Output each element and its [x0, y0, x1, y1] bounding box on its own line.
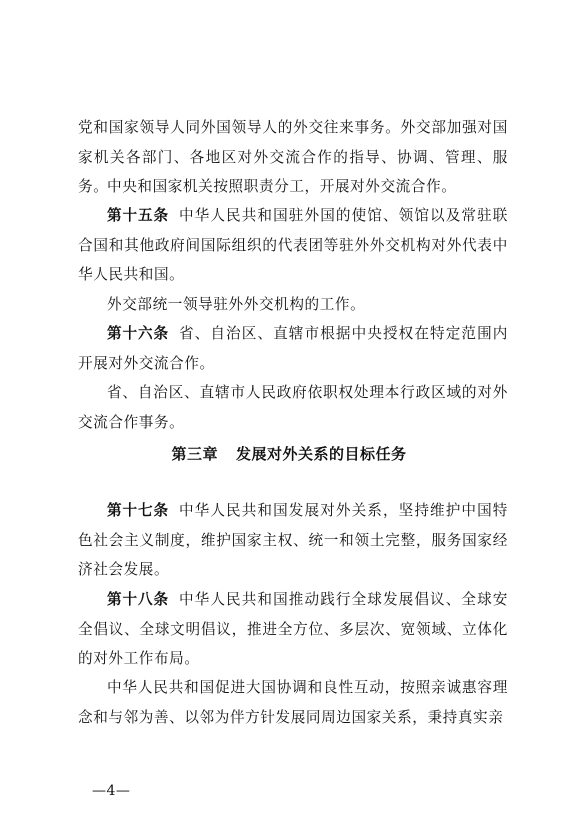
chapter-number: 第三章 [171, 445, 218, 463]
article-18 [78, 585, 508, 674]
article-17 [78, 496, 508, 585]
paragraph-text: 中华人民共和国促进大国协调和良性互动，按照亲诚惠容理念和与邻为善、以邻为伴方针发展同周边国家关系，秉持真实亲 [78, 679, 508, 726]
article-number: 第十六条 [107, 325, 169, 342]
paragraph [78, 172, 508, 202]
chapter-heading [0, 443, 578, 465]
paragraph-text: 省、自治区、直辖市根据中央授权在特定范围内开展对外交流合作。 [78, 325, 508, 372]
paragraph [78, 378, 508, 437]
paragraph-text: 省、自治区、直辖市人民政府依职权处理本行政区域的对外交流合作事务。 [78, 384, 508, 431]
paragraph-text: 中央和国家机关按照职责分工，开展对外交流合作。 [107, 178, 457, 195]
page-number: —4— [92, 783, 131, 799]
paragraph [78, 290, 508, 320]
article-16 [78, 319, 508, 378]
article-number: 第十八条 [107, 591, 169, 608]
paragraph-text: 中华人民共和国驻外国的使馆、领馆以及常驻联合国和其他政府间国际组织的代表团等驻外外交机构对外代表中华人民共和国。 [78, 207, 508, 283]
paragraph-text: 中华人民共和国推动践行全球发展倡议、全球安全倡议、全球文明倡议，推进全方位、多层次、宽领域、立体化的对外工作布局。 [78, 591, 508, 667]
article-15 [78, 201, 508, 290]
article-number: 第十五条 [107, 207, 169, 224]
paragraph-text: 外交部统一领导驻外外交机构的工作。 [107, 296, 366, 313]
chapter-title: 发展对外关系的目标任务 [236, 445, 407, 463]
article-number: 第十七条 [107, 502, 169, 519]
paragraph-text: 中华人民共和国发展对外关系，坚持维护中国特色社会主义制度，维护国家主权、统一和领土完整，服务国家经济社会发展。 [78, 502, 508, 578]
paragraph [78, 673, 508, 732]
paragraph-text: 党和国家领导人同外国领导人的外交往来事务。外交部加强对国家机关各部门、各地区对外交流合作的指导、协调、管理、服务。 [78, 119, 508, 195]
